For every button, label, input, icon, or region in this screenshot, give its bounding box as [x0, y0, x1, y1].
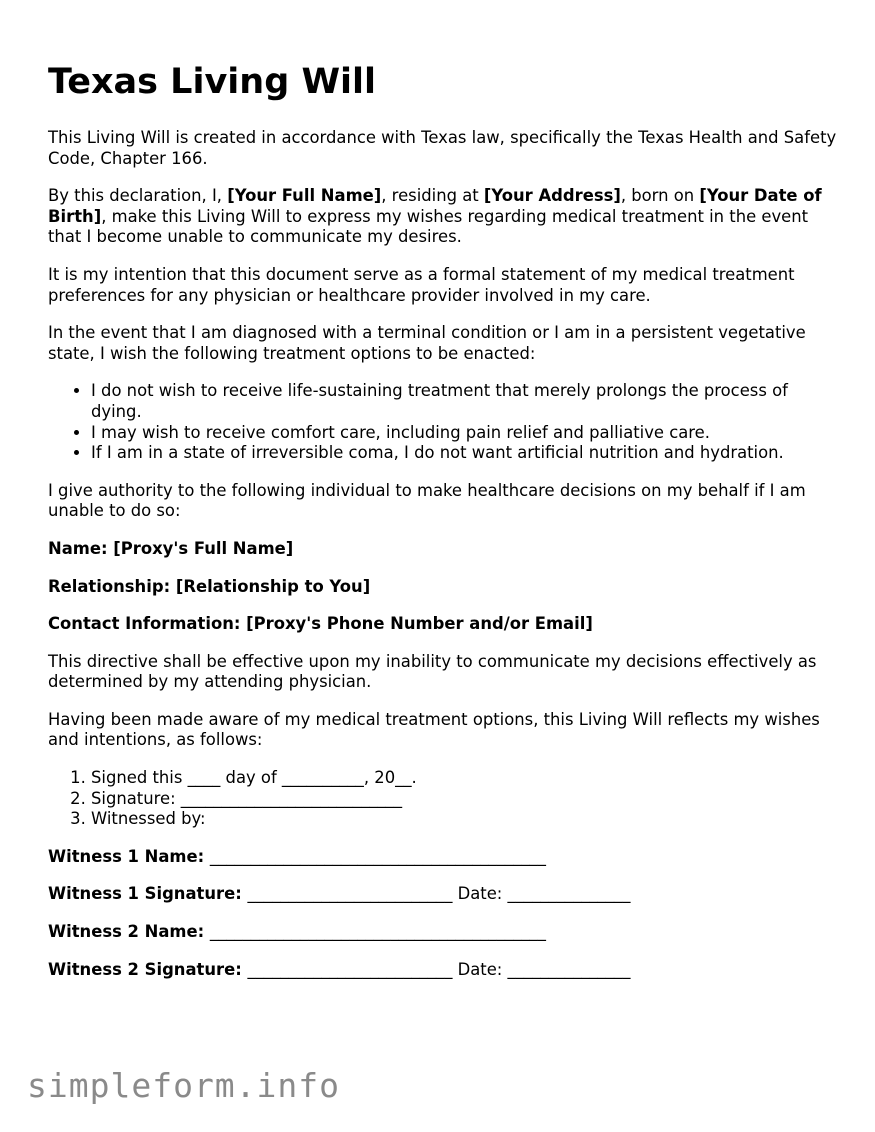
treatment-options-list: [48, 381, 838, 463]
authority-paragraph: I give authority to the following individual to make healthcare decisions on my behalf if I am unable to do so:: [48, 480, 806, 521]
document-page: [48, 58, 838, 997]
list-item: • I do not wish to receive life-sustaining treatment that merely prolongs the process of dying.: [91, 381, 838, 422]
list-item: 3. Witnessed by:: [91, 809, 838, 830]
intention-paragraph: It is my intention that this document serve as a formal statement of my medical treatment preferences for any physician or healthcare provider involved in my care.: [48, 264, 795, 305]
witness-1-signature-field: Witness 1 Signature: _________________________ Date: _______________: [48, 884, 631, 904]
proxy-relationship-field: Relationship: [Relationship to You]: [48, 576, 371, 596]
signing-steps-list: [48, 768, 838, 830]
condition-paragraph: In the event that I am diagnosed with a terminal condition or I am in a persistent vegetative state, I wish the following treatment options to be enacted:: [48, 323, 806, 363]
awareness-paragraph: Having been made aware of my medical treatment options, this Living Will reflects my wishes and intentions, as follows:: [48, 709, 820, 750]
dob-placeholder: [Your Date of Birth]: [48, 186, 822, 226]
witness-2-name-field: Witness 2 Name: _________________________________________: [48, 922, 546, 942]
witness-1-name-field: Witness 1 Name: _________________________________________: [48, 846, 546, 866]
proxy-contact-field: Contact Information: [Proxy's Phone Number and/or Email]: [48, 614, 593, 634]
list-item: 2. Signature: ___________________________: [91, 789, 838, 810]
proxy-name-field: Name: [Proxy's Full Name]: [48, 538, 294, 558]
watermark: simpleform.info: [27, 1066, 341, 1105]
intro-paragraph: This Living Will is created in accordance with Texas law, specifically the Texas Health and Safety Code, Chapter 166.: [48, 128, 837, 168]
full-name-placeholder: [Your Full Name]: [227, 186, 382, 206]
list-item: • If I am in a state of irreversible coma, I do not want artificial nutrition and hydration.: [91, 443, 838, 464]
list-item: 1. Signed this ____ day of __________, 20__.: [91, 768, 838, 789]
witness-2-signature-field: Witness 2 Signature: _________________________ Date: _______________: [48, 959, 631, 979]
effective-paragraph: This directive shall be effective upon my inability to communicate my decisions effectively as determined by my attending physician.: [48, 651, 817, 692]
list-item: • I may wish to receive comfort care, including pain relief and palliative care.: [91, 423, 838, 444]
declaration-paragraph: By this declaration, I, [Your Full Name], residing at [Your Address], born on [Your Date of Birth], make this Living Will to express my wishes regarding medical treatment in the event that I become unable to communicate my desires.: [48, 186, 822, 247]
page-title: Texas Living Will: [48, 62, 377, 102]
address-placeholder: [Your Address]: [483, 186, 621, 206]
